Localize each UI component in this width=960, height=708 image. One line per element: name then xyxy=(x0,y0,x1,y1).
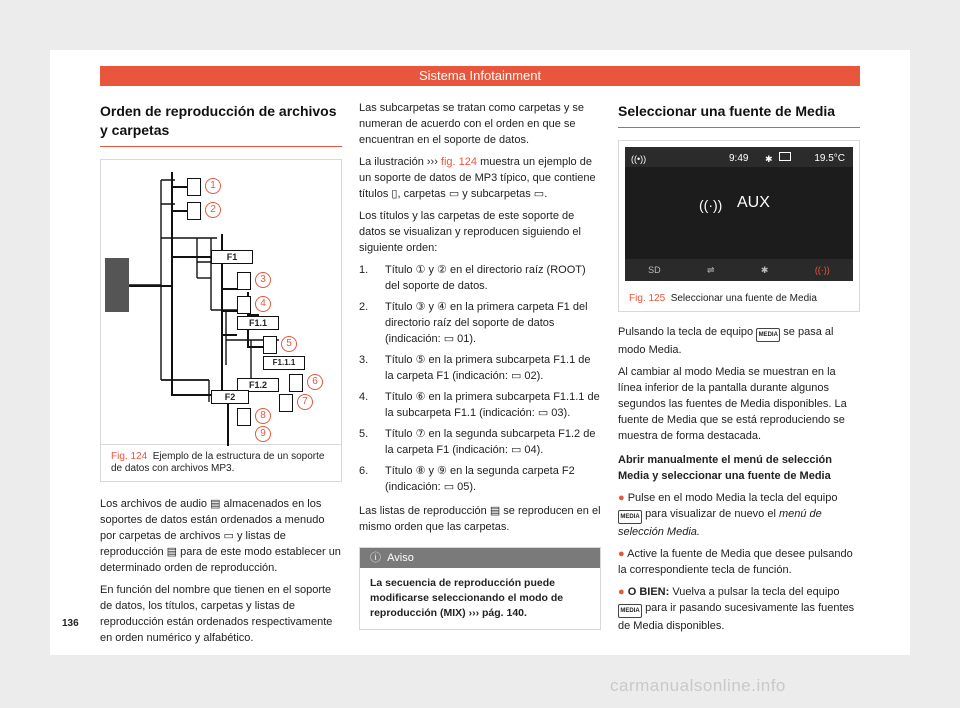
figure-125-caption xyxy=(619,287,859,311)
source-label: AUX xyxy=(737,194,770,211)
folder-f2: F2 xyxy=(211,390,249,404)
text: Active la fuente de Media que desee pulsando la correspondiente tecla de función. xyxy=(618,548,853,576)
bullet-icon: ● xyxy=(618,548,625,560)
list-number: 4. xyxy=(359,391,369,403)
folder-f1-1: F1.1 xyxy=(237,316,279,330)
subheading: Abrir manualmente el menú de selección Media y seleccionar una fuente de Media xyxy=(618,454,832,482)
callout-2: 2 xyxy=(205,202,221,218)
bluetooth-source-icon[interactable]: ✱ xyxy=(760,265,769,275)
file-1 xyxy=(187,178,201,196)
callout-6: 6 xyxy=(307,374,323,390)
callout-7: 7 xyxy=(297,394,313,410)
file-5 xyxy=(263,336,277,354)
list-number: 2. xyxy=(359,301,369,313)
file-7 xyxy=(279,394,293,412)
bullet-icon: ● xyxy=(618,492,625,504)
signal-icon: ((•)) xyxy=(631,154,647,164)
notice-header xyxy=(360,548,600,568)
usb-source-icon[interactable]: ⇌ xyxy=(707,265,715,275)
caption-text: Ejemplo de la estructura de un soporte de datos con archivos MP3. xyxy=(111,451,325,474)
paragraph: Los archivos de audio ▤ almacenados en los soportes de datos están ordenados a menudo por carpetas de archivos ▭ y listas de reproducción ▤ para de este modo establecer un determinado orden de reproducción. xyxy=(100,498,341,574)
left-column xyxy=(100,102,342,652)
text: Pulse en el modo Media la tecla del equipo xyxy=(627,492,838,504)
caption-fig-ref: Fig. 124 xyxy=(111,451,148,462)
figure-124-caption xyxy=(100,445,342,482)
callout-3: 3 xyxy=(255,272,271,288)
list-number: 6. xyxy=(359,465,369,477)
text: La ilustración ››› xyxy=(359,156,441,168)
list-item xyxy=(359,352,601,384)
diagram-layer xyxy=(101,160,341,402)
folder-f1-2: F1.2 xyxy=(237,378,279,392)
bullet-icon: ● xyxy=(618,586,625,598)
sd-card-icon-2 xyxy=(107,258,129,312)
file-8 xyxy=(237,408,251,426)
list-number: 3. xyxy=(359,354,369,366)
infotainment-screen xyxy=(625,147,853,281)
list-text: Título ⑦ en la segunda subcarpeta F1.2 de la carpeta F1 (indicación: ▭ 04). xyxy=(385,428,596,456)
text: O BIEN: xyxy=(627,586,670,598)
sd-source-icon[interactable]: SD xyxy=(648,265,661,275)
middle-column xyxy=(359,100,601,630)
callout-5: 5 xyxy=(281,336,297,352)
list-item xyxy=(359,389,601,421)
caption-fig-ref: Fig. 125 xyxy=(629,293,666,304)
folder-f1-1-1: F1.1.1 xyxy=(263,356,305,370)
header-bar: Sistema Infotainment xyxy=(100,66,860,86)
watermark: carmanualsonline.info xyxy=(610,676,786,695)
battery-icon xyxy=(779,152,791,161)
callout-9: 9 xyxy=(255,426,271,442)
aux-source-icon[interactable]: ((·)) xyxy=(814,265,830,275)
notice-body: La secuencia de reproducción puede modificarse seleccionando el modo de reproducción (MIX) ››› pág. 140. xyxy=(370,577,564,619)
paragraph: Las listas de reproducción ▤ se reproducen en el mismo orden que las carpetas. xyxy=(359,505,601,533)
text: para visualizar de nuevo el xyxy=(645,508,776,520)
source-bar xyxy=(625,259,853,281)
text: Pulsando la tecla de equipo xyxy=(618,326,754,338)
media-key-icon: MEDIA xyxy=(618,604,642,618)
aux-icon: ((·)) xyxy=(699,197,723,213)
list-item xyxy=(359,299,601,347)
order-list xyxy=(359,262,601,495)
notice-box xyxy=(359,547,601,630)
callout-8: 8 xyxy=(255,408,271,424)
paragraph xyxy=(618,324,860,358)
paragraph: Las subcarpetas se tratan como carpetas y se numeran de acuerdo con el orden en que se encuentran en el soporte de datos. xyxy=(359,102,585,146)
file-4 xyxy=(237,296,251,314)
section-heading: Seleccionar una fuente de Media xyxy=(618,102,860,128)
figure-125 xyxy=(618,140,860,312)
paragraph: Al cambiar al modo Media se muestran en la línea inferior de la pantalla durante algunos segundos las fuentes de Media disponibles. La fuente de Media que se está reproduciendo se muestra de forma destacada. xyxy=(618,366,847,442)
bullet xyxy=(618,490,860,540)
bluetooth-icon: ✱ xyxy=(765,154,773,164)
list-text: Título ⑥ en la primera subcarpeta F1.1.1 de la subcarpeta F1.1 (indicación: ▭ 03). xyxy=(385,391,600,419)
paragraph: En función del nombre que tienen en el soporte de datos, los títulos, carpetas y listas de reproducción están ordenados respectivamente en orden numérico y alfabético. xyxy=(100,584,333,644)
text: menú de selección Media. xyxy=(618,508,822,538)
file-2 xyxy=(187,202,201,220)
clock: 9:49 xyxy=(729,153,749,164)
paragraph xyxy=(359,154,601,202)
list-text: Título ③ y ④ en la primera carpeta F1 del directorio raíz del soporte de datos (indicación: ▭ 01). xyxy=(385,301,588,345)
paragraph: Los títulos y las carpetas de este soporte de datos se visualizan y reproducen siguiendo el siguiente orden: xyxy=(359,210,581,254)
callout-1: 1 xyxy=(205,178,221,194)
list-item xyxy=(359,463,601,495)
list-text: Título ⑤ en la primera subcarpeta F1.1 de la carpeta F1 (indicación: ▭ 02). xyxy=(385,354,591,382)
page-number: 136 xyxy=(62,618,79,629)
media-key-icon: MEDIA xyxy=(756,328,780,342)
notice-title: Aviso xyxy=(387,552,414,564)
text: se pasa al modo Media. xyxy=(618,326,834,356)
list-number: 5. xyxy=(359,428,369,440)
list-text: Título ⑧ y ⑨ en la segunda carpeta F2 (indicación: ▭ 05). xyxy=(385,465,575,493)
file-6 xyxy=(289,374,303,392)
folder-f1: F1 xyxy=(211,250,253,264)
figure-124 xyxy=(100,159,342,445)
temperature: 19.5°C xyxy=(814,153,845,164)
file-3 xyxy=(237,272,251,290)
media-key-icon: MEDIA xyxy=(618,510,642,524)
figure-link[interactable]: fig. 124 xyxy=(440,156,478,168)
info-icon: ⓘ xyxy=(370,552,381,564)
list-text: Título ① y ② en el directorio raíz (ROOT) del soporte de datos. xyxy=(385,264,586,292)
callout-4: 4 xyxy=(255,296,271,312)
text: Vuelva a pulsar la tecla del equipo xyxy=(672,586,840,598)
right-column xyxy=(618,102,860,640)
text: muestra un ejemplo de un soporte de datos de MP3 típico, que contiene títulos ▯, carpetas ▭ y subcarpetas ▭. xyxy=(359,156,596,200)
text: para ir pasando sucesivamente las fuentes de Media disponibles. xyxy=(618,602,855,632)
bullet xyxy=(618,546,860,578)
caption-text: Seleccionar una fuente de Media xyxy=(670,293,817,304)
section-heading: Orden de reproducción de archivos y carpetas xyxy=(100,102,342,147)
list-item xyxy=(359,262,601,294)
list-item xyxy=(359,426,601,458)
bullet xyxy=(618,584,860,634)
list-number: 1. xyxy=(359,264,369,276)
